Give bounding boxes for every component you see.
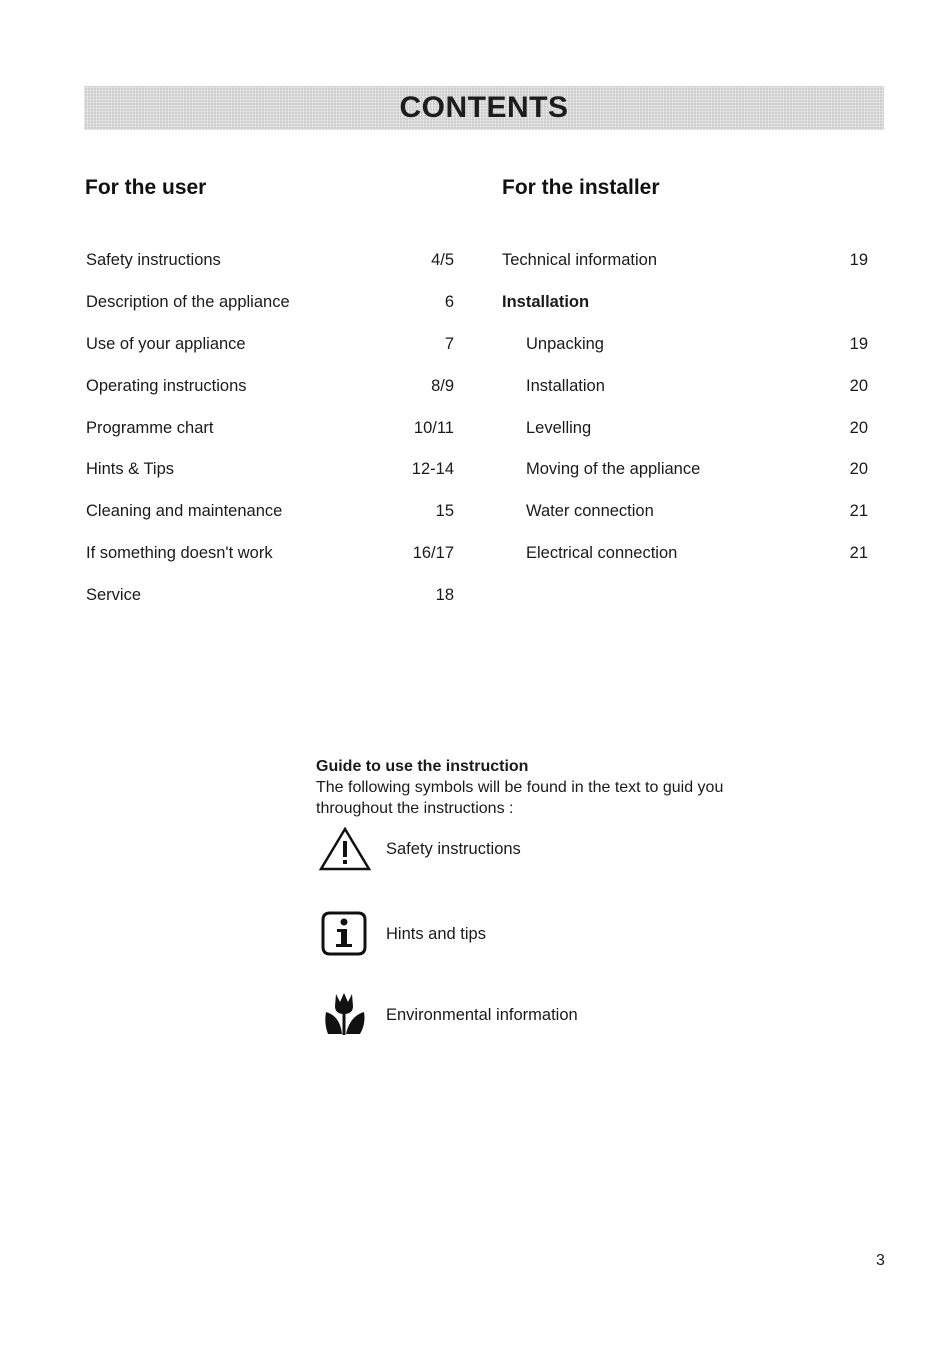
symbol-row-safety: [318, 824, 521, 874]
toc-entry[interactable]: [502, 365, 868, 407]
toc-entry-title: Service: [86, 585, 142, 604]
toc-entry-title: If something doesn't work: [86, 543, 273, 562]
toc-entry[interactable]: [502, 407, 868, 449]
toc-entry[interactable]: [86, 491, 454, 533]
toc-entry-page: 12-14: [411, 460, 454, 479]
toc-entry-page: 19: [849, 334, 868, 353]
installer-section-heading: For the installer: [502, 176, 660, 199]
toc-entry[interactable]: [86, 574, 454, 616]
toc-entry-title: Safety instructions: [86, 251, 221, 270]
installer-toc: [502, 240, 868, 574]
toc-entry[interactable]: [86, 324, 454, 366]
toc-entry[interactable]: [502, 449, 868, 491]
toc-entry-page: 19: [849, 251, 868, 270]
toc-entry-page: 7: [444, 334, 454, 353]
toc-entry[interactable]: [86, 240, 454, 282]
toc-entry-title: Operating instructions: [86, 376, 247, 395]
toc-entry[interactable]: [86, 282, 454, 324]
symbol-guide: [316, 756, 796, 819]
toc-entry-page: 20: [849, 418, 868, 437]
toc-entry-title: Hints & Tips: [86, 460, 175, 479]
toc-entry-title: Water connection: [526, 502, 654, 521]
toc-entry[interactable]: [502, 324, 868, 366]
toc-entry-title: Technical information: [502, 251, 657, 270]
toc-entry-page: 20: [849, 376, 868, 395]
toc-entry[interactable]: [86, 365, 454, 407]
toc-subheading: [502, 282, 868, 324]
guide-text-line: throughout the instructions :: [316, 800, 514, 817]
toc-entry[interactable]: [86, 449, 454, 491]
toc-entry-page: 16/17: [412, 543, 454, 562]
toc-entry-page: 4/5: [431, 251, 454, 270]
toc-entry-title: Unpacking: [526, 334, 604, 353]
user-toc: [86, 240, 454, 616]
toc-entry-title: Description of the appliance: [86, 293, 290, 312]
toc-entry-title: Electrical connection: [526, 543, 678, 562]
toc-entry-page: 8/9: [431, 376, 454, 395]
contents-banner: [84, 86, 884, 130]
guide-heading: Guide to use the instruction: [316, 758, 529, 775]
tulip-icon: [318, 990, 374, 1040]
toc-entry-page: 20: [849, 460, 868, 479]
symbol-row-environment: [318, 990, 578, 1040]
user-section-heading: For the user: [85, 176, 207, 199]
symbol-label: Environmental information: [386, 1005, 578, 1024]
toc-entry-title: Programme chart: [86, 418, 214, 437]
toc-entry-title: Installation: [526, 376, 605, 395]
toc-entry[interactable]: [86, 533, 454, 575]
toc-entry[interactable]: [86, 407, 454, 449]
toc-entry-page: 15: [435, 502, 454, 521]
toc-entry-page: 6: [444, 293, 454, 312]
symbol-label: Safety instructions: [386, 839, 521, 858]
symbol-row-hints: [318, 909, 486, 959]
page-title: CONTENTS: [399, 91, 569, 124]
toc-entry-title: Use of your appliance: [86, 334, 246, 353]
guide-text-line: The following symbols will be found in the text to guid you: [316, 779, 724, 796]
toc-entry-title: Cleaning and maintenance: [86, 502, 283, 521]
info-icon: [318, 909, 374, 959]
toc-entry-page: 10/11: [413, 418, 454, 437]
warning-triangle-icon: [318, 824, 374, 874]
toc-entry-title: Moving of the appliance: [526, 460, 701, 479]
toc-entry-page: 18: [435, 585, 454, 604]
page-number: 3: [876, 1252, 885, 1269]
toc-subheading-title: Installation: [502, 293, 590, 312]
toc-entry[interactable]: [502, 491, 868, 533]
toc-entry-page: 21: [849, 543, 868, 562]
toc-entry-title: Levelling: [526, 418, 592, 437]
toc-entry[interactable]: [502, 533, 868, 575]
toc-entry-page: 21: [849, 502, 868, 521]
symbol-label: Hints and tips: [386, 924, 486, 943]
toc-entry[interactable]: [502, 240, 868, 282]
